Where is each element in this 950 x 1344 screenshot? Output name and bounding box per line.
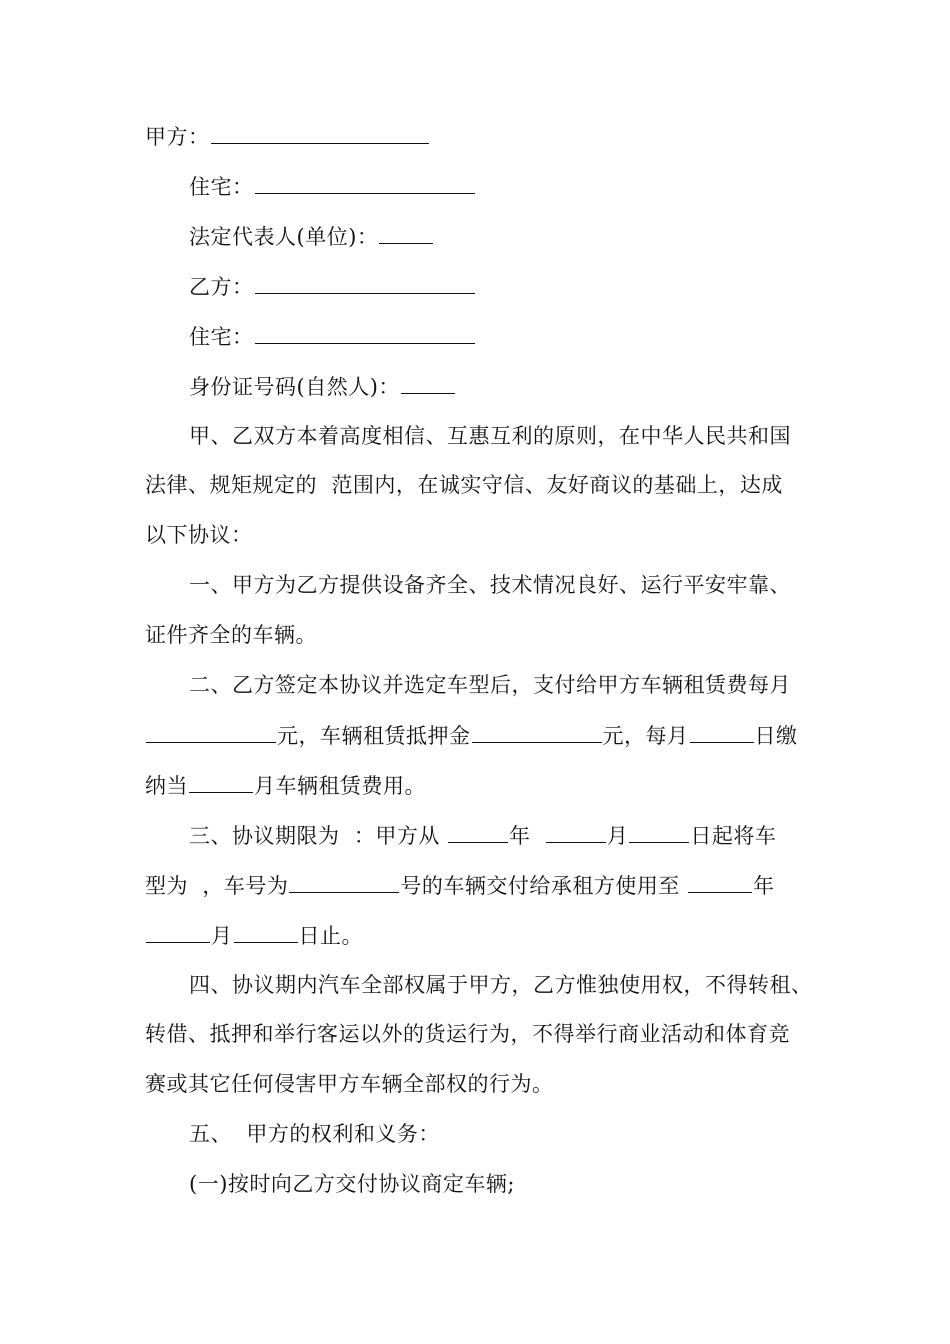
clause-3-text-a: 三、协议期限为 ：甲方从 bbox=[189, 824, 440, 848]
end-month-blank[interactable] bbox=[146, 920, 210, 943]
party-b-residence-label: 住宅： bbox=[189, 325, 254, 349]
party-b-blank[interactable] bbox=[255, 271, 475, 294]
clause-2-text-5: 月车辆租赁费用。 bbox=[254, 774, 426, 798]
id-number-label: 身份证号码(自然人)： bbox=[189, 375, 400, 399]
clause-4-line-3: 赛或其它任何侵害甲方车辆全部权的行为。 bbox=[145, 1072, 554, 1096]
party-a-row bbox=[145, 121, 430, 152]
id-number-blank[interactable] bbox=[401, 371, 455, 394]
party-a-residence-row bbox=[189, 171, 476, 202]
clause-3-line-3 bbox=[145, 920, 363, 951]
pay-month-blank[interactable] bbox=[189, 770, 253, 793]
clause-2-line-2 bbox=[145, 720, 798, 751]
start-month-blank[interactable] bbox=[546, 820, 606, 843]
clause-3-line-1 bbox=[189, 820, 776, 851]
end-year-blank[interactable] bbox=[688, 870, 752, 893]
party-b-label: 乙方： bbox=[189, 275, 254, 299]
party-b-residence-blank[interactable] bbox=[255, 321, 475, 344]
clause-2-text-1: 元，车辆租赁抵押金 bbox=[277, 724, 471, 748]
plate-number-blank[interactable] bbox=[289, 870, 399, 893]
clause-1-line-2: 证件齐全的车辆。 bbox=[145, 623, 317, 647]
clause-3-text-i: 日止。 bbox=[298, 924, 363, 948]
clause-3-text-d: 日起将车 bbox=[690, 824, 777, 848]
party-a-blank[interactable] bbox=[211, 121, 429, 144]
party-b-row bbox=[189, 271, 476, 302]
clause-2-text-3: 日缴 bbox=[754, 724, 798, 748]
clause-2-text-4: 纳当 bbox=[145, 774, 188, 798]
preamble-line-1: 甲、乙双方本着高度相信、互惠互利的原则，在中华人民共和国 bbox=[189, 424, 791, 448]
clause-4-line-1: 四、协议期内汽车全部权属于甲方，乙方惟独使用权，不得转租、 bbox=[189, 973, 813, 997]
clause-3-text-b: 年 bbox=[509, 824, 531, 848]
clause-2-text-2: 元，每月 bbox=[602, 724, 689, 748]
clause-5-item-1: (一)按时向乙方交付协议商定车辆; bbox=[189, 1172, 515, 1196]
preamble-line-3: 以下协议： bbox=[145, 523, 253, 547]
legal-rep-row bbox=[189, 221, 434, 252]
party-a-residence-label: 住宅： bbox=[189, 175, 254, 199]
clause-3-text-h: 月 bbox=[211, 924, 233, 948]
end-day-blank[interactable] bbox=[234, 920, 298, 943]
start-year-blank[interactable] bbox=[448, 820, 508, 843]
clause-3-text-e: 型为 ，车号为 bbox=[145, 874, 289, 898]
clause-3-text-g: 年 bbox=[753, 874, 775, 898]
pay-day-blank[interactable] bbox=[690, 720, 754, 743]
id-number-row bbox=[189, 371, 456, 402]
start-day-blank[interactable] bbox=[629, 820, 689, 843]
clause-3-text-c: 月 bbox=[606, 824, 629, 848]
preamble-line-2: 法律、规矩规定的 范围内，在诚实守信、友好商议的基础上，达成 bbox=[145, 473, 783, 497]
legal-rep-label: 法定代表人(单位)： bbox=[189, 225, 379, 249]
legal-rep-blank[interactable] bbox=[379, 221, 433, 244]
clause-1-line-1: 一、甲方为乙方提供设备齐全、技术情况良好、运行平安牢靠、 bbox=[189, 573, 791, 597]
monthly-fee-blank[interactable] bbox=[146, 720, 276, 743]
deposit-blank[interactable] bbox=[472, 720, 602, 743]
party-a-residence-blank[interactable] bbox=[255, 171, 475, 194]
clause-5-title: 五、 甲方的权利和义务： bbox=[189, 1122, 440, 1146]
clause-3-line-2 bbox=[145, 870, 775, 901]
party-a-label: 甲方： bbox=[145, 125, 210, 149]
clause-3-text-f: 号的车辆交付给承租方使用至 bbox=[400, 874, 680, 898]
clause-4-line-2: 转借、抵押和举行客运以外的货运行为，不得举行商业活动和体育竞 bbox=[145, 1022, 790, 1046]
clause-2-line-1: 二、乙方签定本协议并选定车型后，支付给甲方车辆租赁费每月 bbox=[189, 673, 791, 697]
clause-2-line-3 bbox=[145, 770, 426, 801]
party-b-residence-row bbox=[189, 321, 476, 352]
